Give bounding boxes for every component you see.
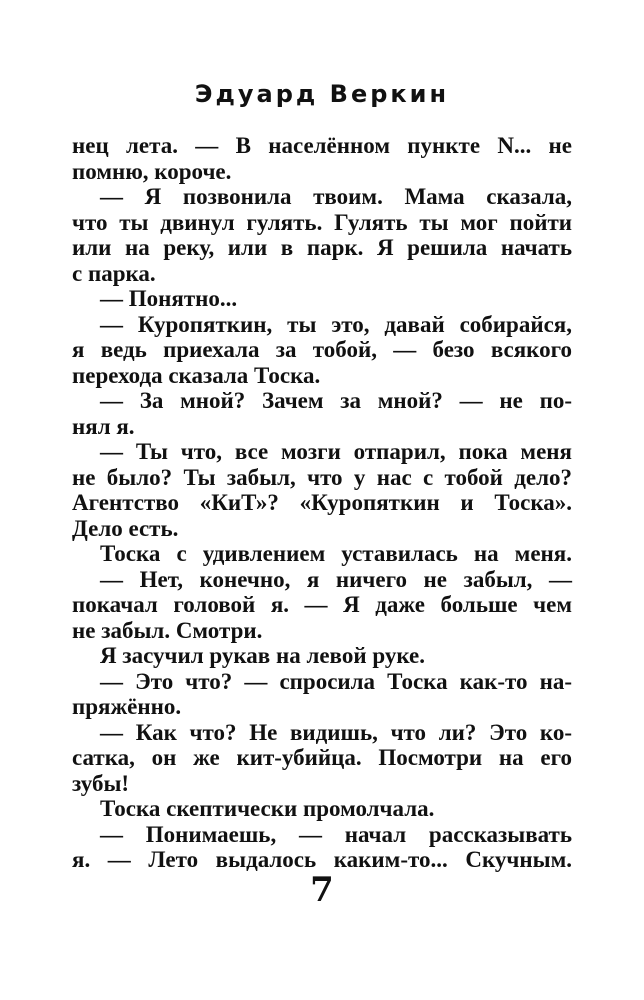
- text-line: — Понимаешь, — начал рассказывать: [100, 821, 572, 847]
- text-line: — Ты что, все мозги отпарил, пока меня: [100, 439, 572, 464]
- text-line: не было? Ты забыл, что у нас с тобой дело?: [72, 464, 572, 490]
- text-line: — Я позвонила твоим. Мама сказала,: [100, 184, 572, 209]
- page-number: 7: [310, 870, 334, 910]
- text-line: нял я.: [72, 413, 135, 439]
- text-line: или на реку, или в парк. Я решила начать: [72, 235, 572, 260]
- text-line: сатка, он же кит-убийца. Посмотри на его: [72, 745, 572, 770]
- text-line: Я засучил рукав на левой руке.: [100, 643, 425, 668]
- text-line: помню, короче.: [72, 158, 232, 184]
- text-line: — Понятно...: [100, 286, 238, 311]
- running-header-author: Эдуард Веркин: [194, 80, 450, 108]
- text-line: Агентство «КиТ»? «Куропяткин и Тоска».: [72, 490, 572, 515]
- text-line: я. — Лето выдалось каким-то... Скучным.: [72, 847, 572, 872]
- text-line: — Как что? Не видишь, что ли? Это ко-: [100, 719, 572, 745]
- text-line: я ведь приехала за тобой, — безо всякого: [72, 337, 572, 362]
- text-line: перехода сказала Тоска.: [72, 362, 321, 388]
- text-line: Тоска с удивлением уставилась на меня.: [100, 541, 572, 566]
- text-line: зубы!: [72, 770, 130, 796]
- text-line: — Это что? — спросила Тоска как-то на-: [100, 668, 572, 694]
- text-line: не забыл. Смотри.: [72, 617, 263, 643]
- text-line: Тоска скептически промолчала.: [100, 796, 435, 821]
- body-text: [72, 133, 572, 873]
- text-line: пряжённо.: [72, 694, 182, 719]
- text-line: с парка.: [72, 260, 156, 286]
- text-line: Дело есть.: [72, 515, 179, 541]
- text-line: — Куропяткин, ты это, давай собирайся,: [100, 311, 572, 337]
- text-line: — За мной? Зачем за мной? — не по-: [100, 388, 572, 413]
- text-line: что ты двинул гулять. Гулять ты мог пойти: [72, 209, 572, 235]
- text-line: — Нет, конечно, я ничего не забыл, —: [100, 566, 572, 592]
- text-line: покачал головой я. — Я даже больше чем: [72, 592, 572, 617]
- text-line: нец лета. — В населённом пункте N... не: [72, 133, 572, 158]
